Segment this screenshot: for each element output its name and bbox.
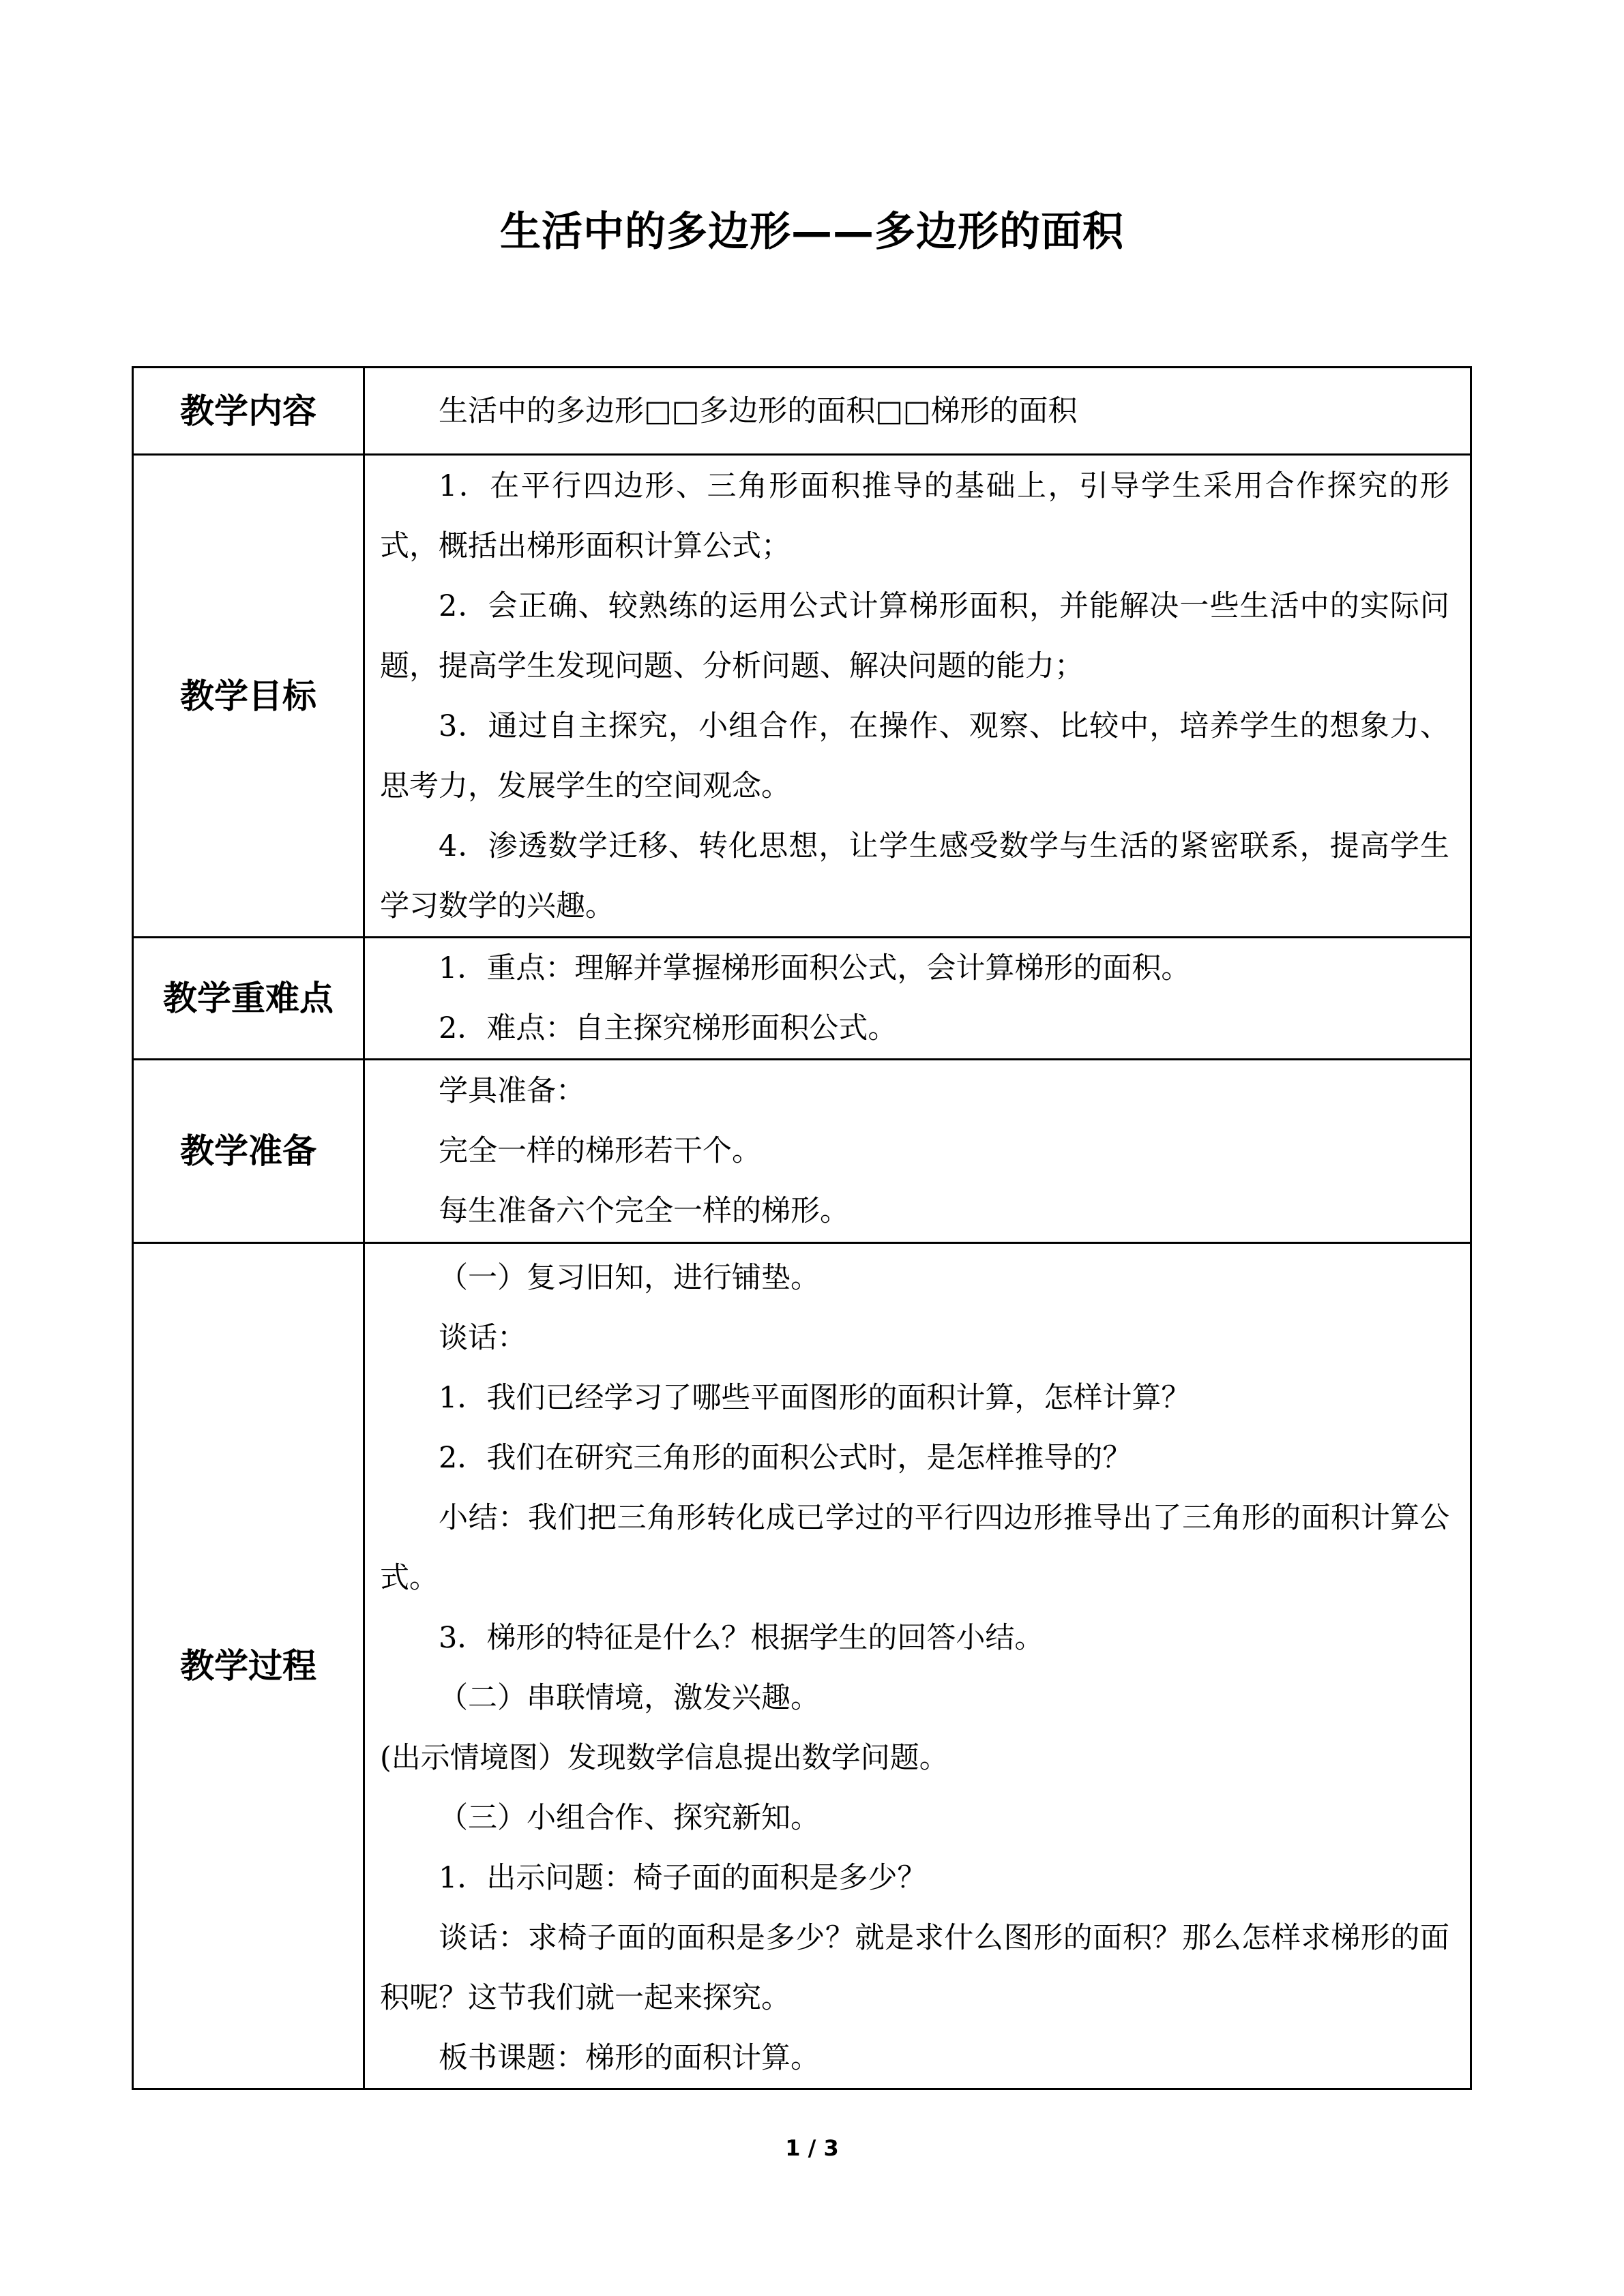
paragraph: 3．通过自主探究，小组合作，在操作、观察、比较中，培养学生的想象力、思考力，发展学生的空间观念。	[380, 709, 1449, 803]
paragraph: 小结：我们把三角形转化成已学过的平行四边形推导出了三角形的面积计算公式。	[380, 1501, 1449, 1595]
table-row	[133, 1060, 1471, 1243]
paragraph: 生活中的多边形□□多边形的面积□□梯形的面积	[439, 393, 1078, 428]
table-row	[133, 938, 1471, 1060]
row-body-key-points	[364, 938, 1471, 1060]
paragraph: 2．会正确、较熟练的运用公式计算梯形面积，并能解决一些生活中的实际问题，提高学生发现问题、分析问题、解决问题的能力；	[380, 588, 1449, 683]
paragraph: 谈话：求椅子面的面积是多少？就是求什么图形的面积？那么怎样求梯形的面积呢？这节我们就一起来探究。	[380, 1921, 1449, 2015]
paragraph: 每生准备六个完全一样的梯形。	[439, 1194, 849, 1228]
paragraph: 1．重点：理解并掌握梯形面积公式，会计算梯形的面积。	[439, 951, 1191, 985]
document-title: 生活中的多边形——多边形的面积	[500, 208, 1124, 256]
paragraph: (出示情境图）发现数学信息提出数学问题。	[380, 1741, 949, 1775]
row-label-key-points: 教学重难点	[133, 938, 364, 1060]
paragraph: 2．难点：自主探究梯形面积公式。	[439, 1011, 898, 1045]
row-label-content: 教学内容	[133, 368, 364, 455]
paragraph: 2．我们在研究三角形的面积公式时，是怎样推导的？	[439, 1441, 1132, 1475]
lesson-plan-table	[132, 366, 1472, 2090]
paragraph: （二）串联情境，激发兴趣。	[439, 1681, 820, 1715]
table-row	[133, 1243, 1471, 2089]
paragraph: 1．在平行四边形、三角形面积推导的基础上，引导学生采用合作探究的形式，概括出梯形面积计算公式；	[380, 468, 1449, 563]
paragraph: 4．渗透数学迁移、转化思想，让学生感受数学与生活的紧密联系，提高学生学习数学的兴趣。	[380, 829, 1449, 923]
table-row	[133, 368, 1471, 455]
paragraph: 学具准备：	[439, 1074, 585, 1108]
row-body-goals	[364, 455, 1471, 938]
paragraph: 1．我们已经学习了哪些平面图形的面积计算，怎样计算？	[439, 1381, 1191, 1415]
row-label-process: 教学过程	[133, 1243, 364, 2089]
paragraph: 3．梯形的特征是什么？根据学生的回答小结。	[439, 1621, 1044, 1655]
paragraph: （三）小组合作、探究新知。	[439, 1801, 820, 1835]
paragraph: 1．出示问题：椅子面的面积是多少？	[439, 1861, 927, 1895]
row-body-content	[364, 368, 1471, 455]
paragraph: 完全一样的梯形若干个。	[439, 1134, 761, 1168]
table-row	[133, 455, 1471, 938]
paragraph: 谈话：	[439, 1321, 527, 1355]
row-body-process	[364, 1243, 1471, 2089]
paragraph: 板书课题：梯形的面积计算。	[439, 2041, 820, 2075]
paragraph: （一）复习旧知，进行铺垫。	[439, 1261, 820, 1295]
page-number: 1 / 3	[785, 2135, 839, 2161]
row-label-preparation: 教学准备	[133, 1060, 364, 1243]
row-body-preparation	[364, 1060, 1471, 1243]
row-label-goals: 教学目标	[133, 455, 364, 938]
